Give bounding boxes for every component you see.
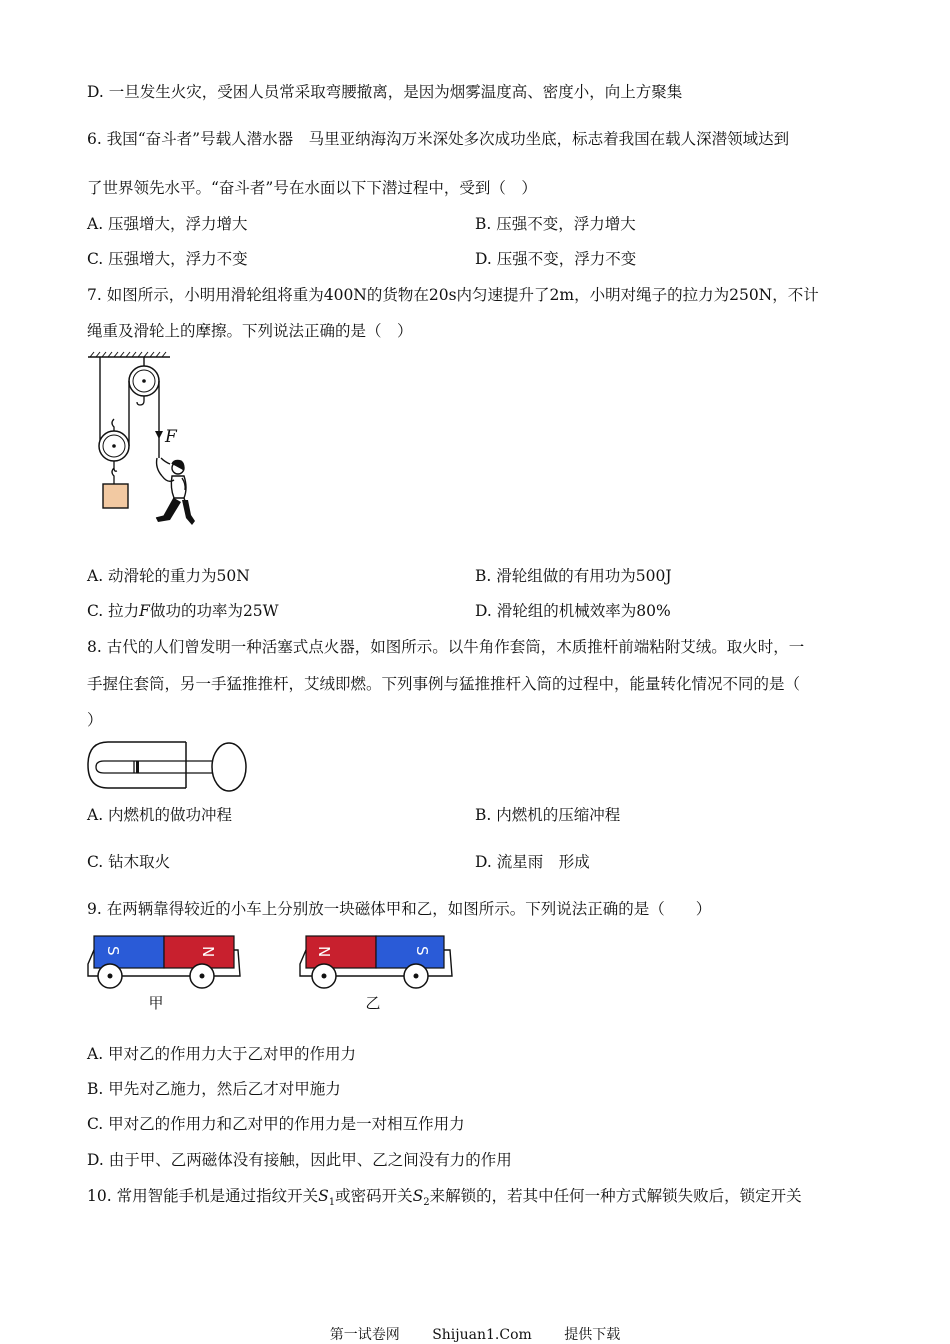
page-footer [0,1324,950,1344]
q6-option-c: C. 压强增大，浮力不变 [87,250,248,268]
q9-option-b: B. 甲先对乙施力，然后乙才对甲施力 [87,1080,341,1098]
q7-option-d: D. 滑轮组的机械效率为80% [475,602,671,620]
force-label: F [165,427,177,447]
q10-stem-suffix: 来解锁的，若其中任何一种方式解锁失败后，锁定开关 [429,1187,802,1205]
q7-option-b: B. 滑轮组做的有用功为500J [475,567,672,585]
q7-stem-line-2: 绳重及滑轮上的摩擦。下列说法正确的是（ ） [87,322,413,340]
footer-site-name: 第一试卷网 [329,1327,400,1343]
q8-stem-line-1: 8. 古代的人们曾发明一种活塞式点火器，如图所示。以牛角作套筒，木质推杆前端粘附艾绒。取火时，一 [87,638,805,656]
q6-option-b: B. 压强不变，浮力增大 [475,215,636,233]
q9-option-c: C. 甲对乙的作用力和乙对甲的作用力是一对相互作用力 [87,1115,465,1133]
q7-option-c-suffix: 做功的功率为25W [149,602,279,620]
cart-right [300,936,452,1012]
cargo-box [103,484,128,508]
footer-download-note: 提供下载 [564,1327,621,1343]
q9-option-a: A. 甲对乙的作用力大于乙对甲的作用力 [87,1045,357,1063]
force-arrow-icon [155,431,163,439]
cart-left-label: 甲 [148,994,164,1012]
magnet-carts-figure [86,930,461,1015]
q6-option-a: A. 压强增大，浮力增大 [87,215,248,233]
magnet-north-pole-left-cart [164,936,234,968]
q10-stem-middle: 或密码开关 [335,1187,413,1205]
q6-option-d: D. 压强不变，浮力不变 [475,250,637,268]
pulley-system-figure [86,350,206,536]
q10-switch-s2-subscript: 2 [423,1197,430,1209]
footer-site-url: Shijuan1.Com [432,1327,532,1343]
cart-left [88,936,240,1012]
push-rod-handle [212,743,246,791]
q5-option-d: D. 一旦发生火灾，受困人员常采取弯腰撤离，是因为烟雾温度高、密度小，向上方聚集 [87,83,683,101]
q10-switch-s1: S [318,1187,329,1205]
q9-option-d: D. 由于甲、乙两磁体没有接触，因此甲、乙之间没有力的作用 [87,1151,512,1169]
q7-option-c-prefix: C. 拉力 [87,602,140,620]
q10-switch-s1-subscript: 1 [328,1197,336,1209]
q10-switch-s2: S [412,1187,424,1205]
q10-stem [87,1186,802,1213]
pole-label-n-right: N [315,946,333,958]
piston-igniter-figure [86,738,250,796]
q8-option-c: C. 钻木取火 [87,853,171,871]
pole-label-n-left: N [199,946,217,958]
q7-stem-line-1: 7. 如图所示，小明用滑轮组将重为400N的货物在20s内匀速提升了2m，小明对绳子的拉力为250N，不计 [87,286,819,304]
q9-stem: 9. 在两辆靠得较近的小车上分别放一块磁体甲和乙，如图所示。下列说法正确的是（ ） [87,900,712,918]
q8-option-a: A. 内燃机的做功冲程 [87,806,233,824]
q6-stem-line-2: 了世界领先水平。“奋斗者”号在水面以下下潜过程中，受到（ ） [87,179,537,197]
pole-label-s-right: S [413,946,431,956]
q8-stem-line-3: ） [87,711,103,729]
magnet-south-pole-right-cart [376,936,444,968]
cart-right-label: 乙 [365,994,381,1012]
q8-option-b: B. 内燃机的压缩冲程 [475,806,621,824]
q8-option-d: D. 流星雨 形成 [475,853,590,871]
q10-stem-prefix: 10. 常用智能手机是通过指纹开关 [87,1187,319,1205]
q7-option-c-variable: F [139,602,150,620]
pole-label-s-left: S [104,946,122,956]
q7-option-c [87,601,279,621]
q7-option-a: A. 动滑轮的重力为50N [87,567,250,585]
q6-stem-line-1: 6. 我国“奋斗者”号载人潜水器 马里亚纳海沟万米深处多次成功坐底，标志着我国在载人深潜领域达到 [87,130,790,148]
q8-stem-line-2: 手握住套筒，另一手猛推推杆，艾绒即燃。下列事例与猛推推杆入筒的过程中，能量转化情况不同的是（ [87,675,801,693]
